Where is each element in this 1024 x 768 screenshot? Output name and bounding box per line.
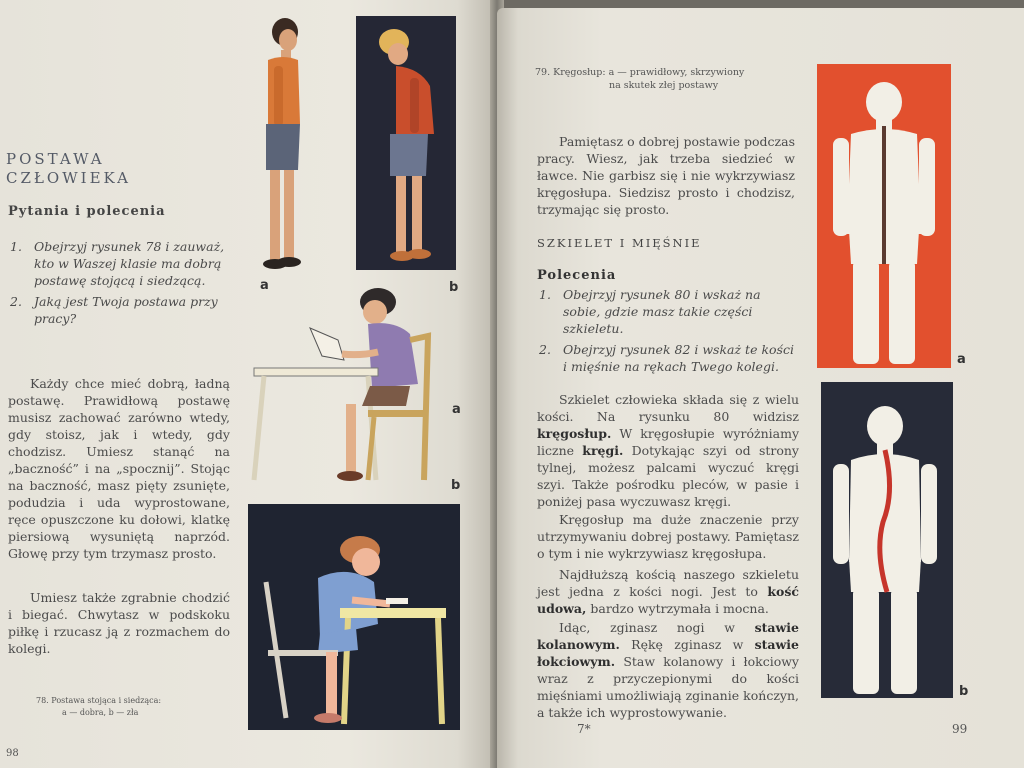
section-subheading: SZKIELET I MIĘŚNIE bbox=[537, 236, 702, 250]
figure-label-b: b bbox=[959, 684, 969, 699]
figure-label-a: a bbox=[452, 402, 461, 417]
list-item: 1. Obejrzyj rysunek 80 i wskaż na sobie, gdzie masz takie części szkieletu. bbox=[539, 287, 761, 336]
page-number-left: 98 bbox=[6, 748, 19, 759]
figure-label-a: a bbox=[260, 278, 269, 293]
spine-correct-panel bbox=[817, 64, 951, 368]
figure-79-caption: 79. Kręgosłup: a — prawidłowy, skrzywiony na skutek złej postawy bbox=[535, 67, 745, 91]
sitting-boy-good-posture-illustration bbox=[250, 282, 440, 482]
left-task-list bbox=[8, 238, 230, 331]
left-page bbox=[0, 0, 497, 768]
body-paragraph: Kręgosłup ma duże znaczenie przy utrzymywaniu dobrej postawy. Pamiętasz o tym i nie wykrzywiasz kręgosłupa. bbox=[537, 511, 799, 561]
figure-label-b: b bbox=[449, 280, 459, 295]
left-heading: Pytania i polecenia bbox=[8, 204, 166, 219]
section-title: POSTAWA CZŁOWIEKA bbox=[6, 150, 131, 187]
left-paragraph: Każdy chce mieć dobrą, ładną postawę. Prawidłową postawę musisz zachować zarówno wtedy, gdy stoisz, jak i wtedy, gdy chodzisz. Umiesz stanąć na „baczność” i na „spocznij”. Stojąc na baczność, masz pięty zsunięte, podudzia i uda wyprostowane, ręce opuszczone ku dołowi, klatkę piersiową wysuniętą naprzód. Głowę przy tym trzymasz prosto. bbox=[8, 375, 230, 561]
spine-crooked-silhouette bbox=[821, 382, 953, 698]
spine-correct-silhouette bbox=[817, 64, 951, 368]
figure-78-caption: 78. Postawa stojąca i siedząca: a — dobra, b — zła bbox=[36, 696, 162, 717]
standing-boy-bad-posture-illustration bbox=[356, 16, 456, 270]
intro-paragraph: Pamiętasz o dobrej postawie podczas pracy. Wiesz, jak trzeba siedzieć w ławce. Nie garbisz się i nie wykrzywiasz kręgosłupa. Siedzisz prosto i chodzisz, trzymając się prosto. bbox=[537, 133, 795, 217]
figure-label-a: a bbox=[957, 352, 966, 367]
body-paragraph: Najdłuższą kością naszego szkieletu jest jedna z kości nogi. Jest to kość udowa, bardzo wytrzymała i mocna. bbox=[537, 566, 799, 616]
body-paragraph: Idąc, zginasz nogi w stawie kolanowym. Rękę zginasz w stawie łokciowym. Staw kolanowy i łokciowy wraz z przyczepionymi do kości mięśniami umożliwiają zginanie kończyn, a także ich wyprostowywanie. bbox=[537, 619, 799, 720]
bad-sitting-panel bbox=[248, 504, 460, 730]
right-task-list bbox=[537, 286, 799, 379]
signature-mark: 7* bbox=[577, 722, 591, 736]
standing-boy-good-posture-illustration bbox=[248, 12, 318, 274]
list-item: 1. Obejrzyj rysunek 78 i zauważ, kto w Waszej klasie ma dobrą postawę stojącą i siedzącą. bbox=[10, 239, 225, 288]
list-item: 2. Obejrzyj rysunek 82 i wskaż te kości i mięśnie na rękach Twego kolegi. bbox=[539, 342, 794, 374]
left-paragraph: Umiesz także zgrabnie chodzić i biegać. Chwytasz w podskoku piłkę i rzucasz ją z rozmachem do kolegi. bbox=[8, 589, 230, 656]
body-paragraph: Szkielet człowieka składa się z wielu kości. Na rysunku 80 widzisz kręgosłup. W kręgosłupie wyróżniamy liczne kręgi. Dotykając szyi od strony tylnej, możesz palcami wyczuć kręgi szyi. Także pośrodku pleców, w pasie i poniżej pasa wyczuwasz kręgi. bbox=[537, 391, 799, 509]
figure-label-b: b bbox=[451, 478, 461, 493]
spine-crooked-panel bbox=[821, 382, 953, 698]
list-item: 2. Jaką jest Twoja postawa przy pracy? bbox=[10, 294, 218, 326]
right-heading: Polecenia bbox=[537, 268, 617, 283]
sitting-boy-bad-posture-illustration bbox=[248, 504, 460, 730]
right-page bbox=[497, 8, 1024, 768]
bad-posture-panel bbox=[356, 16, 456, 270]
page-number-right: 99 bbox=[952, 722, 968, 736]
